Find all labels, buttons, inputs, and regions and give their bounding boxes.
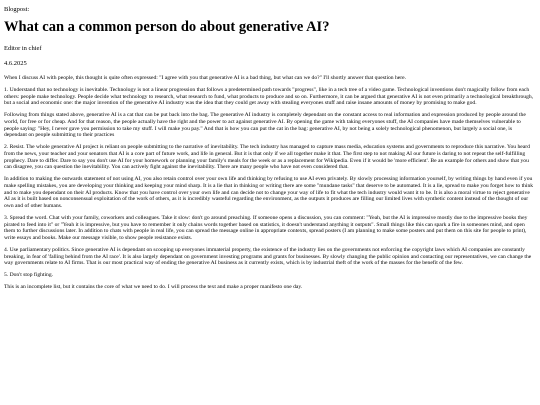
- paragraph-point-2-cont: In addition to making the outwards statement of not using AI, you also retain control over your own life and thinking by refusing to use AI even privately. By slowly processing information yourself, by writing things by hand even if you make spelling mistakes, you are developing your thinking and keeping your mind sharp. It is a lie that in thinking or writing there are some "mundane tasks" that deserve to be automated. It is a lie, spread to make you forget how to think and to make you dependant on their AI products. Know that you have control over your own life and can decide not to change your way of life to fit what the tech industry would want it to be. It is also a moral virtue to reject generative AI as it is built based on nonconsensual exploitation of the work of others, as it is incredibly wasteful regarding the environment, as the outputs it produces are filling our limited lives with synthetic content instead of the thought of our own and of other humans.: [4, 176, 534, 209]
- post-date: 4.6.2025: [4, 60, 27, 67]
- post-author: Editor in chief: [4, 45, 42, 52]
- post-body: [4, 75, 536, 291]
- paragraph-point-5: 5. Don't stop fighting.: [4, 272, 54, 279]
- post-title: What can a common person do about generative AI?: [4, 19, 330, 35]
- paragraph-point-4: 4. Use parliamentary politics. Since generative AI is dependant on scooping up everyones immaterial property, the existence of the industry lies on the governments not enforcing the copyright laws which AI companies are constantly breaking, in fear of 'falling behind from the AI race'. It is also largely dependant on government investing programs and grants for businesses. By slowly changing the public opinion and contacting our representatives, we can change the way governments relate to AI firms. That is our most practical way of ending the generative AI business as it currently exists, which is by industrial theft of the work of the masses for the benefit of the few.: [4, 246, 532, 267]
- post-type-label: Blogpost:: [4, 6, 30, 13]
- paragraph-point-1: 1. Understand that no technology is inevitable. Technology is not a linear progression that follows a predetermined path towards "progress", like in a tech tree of a video game. Technological inventions don't magically follow from each others: people make technology. People decide what technology to research, what research to fund, what products to produce and so on. Furthermore, it can be argued that generative AI is not even primarily a technological breakthrough, but a social and economic one: the major invention of the generative AI industry was the idea that they could get away with stealing everyones stuff and raise insane amounts of money by promising to make god.: [4, 86, 534, 107]
- paragraph-intro: When I discuss AI with people, this thought is quite often expressed: "I agree with you that generative AI is a bad thing, but what can we do?" I'll shortly answer that question here.: [4, 75, 407, 81]
- paragraph-point-2: 2. Resist. The whole generative AI project is reliant on people submitting to the narrative of inevitability. The tech industry has managed to capture mass media, education systems and governments to reproduce this narrative. You heard from the news, your teacher and your senators that AI is a core part of future work, and life in general. But it is that only if we all together make it that. The first step to not making AI our future is daring to not repeat the self-fulfilling prophecy. Dare to differ. Dare to say you don't use AI for your homework or planning your family's meals for the week or as a replacement for Wikipedia. Even if it would be 'more efficient'. Be an example for others and show that you can disagree, you can question the inevitability. You can actively fight against the inevitability. There are many people who have not even considered that.: [4, 144, 530, 171]
- paragraph-point-3: 3. Spread the word. Chat with your family, coworkers and colleagues. Take it slow: don't go around preaching. If someone opens a discussion, you can comment: "Yeah, but the AI is impressive mostly due to the impressive books they pirated to feed into it" or "Yeah it is impressive, but you have to remember it only chains words together based on statistics, it doesn't understand anything it outputs". Small things like this can spark a fire in someones mind, and open them to further discussions later. In addition to chats with people in real life, you can spread the message online in appropriate contexts, spread posters (I am planning to make some posters and put them on this site for people to print), write essays and books. Make our message visible, to show people resistance exists.: [4, 214, 528, 241]
- paragraph-conclusion: This is an incomplete list, but it contains the core of what we need to do. I will process the text and make a proper manifesto one day.: [4, 284, 303, 291]
- paragraph-point-1-cont: Following from things stated above, generative AI is a cat that can be put back into the bag. The generative AI industry is completely dependant on the constant access to real information and expression produced by people around the world, for free or for cheap. And for that reason, the people actually have the right and the power to act against generative AI. By opening the game with taking everyones stuff, the AI companies have made themselves vulnerable to people saying: "Hey, I never gave you permission to take my stuff. I will make you pay." And that is how you can put the cat in the bag: generative AI, by not being a solely technological phenomenon, but largely a social one, is dependant on people submitting to their practices: [4, 112, 526, 139]
